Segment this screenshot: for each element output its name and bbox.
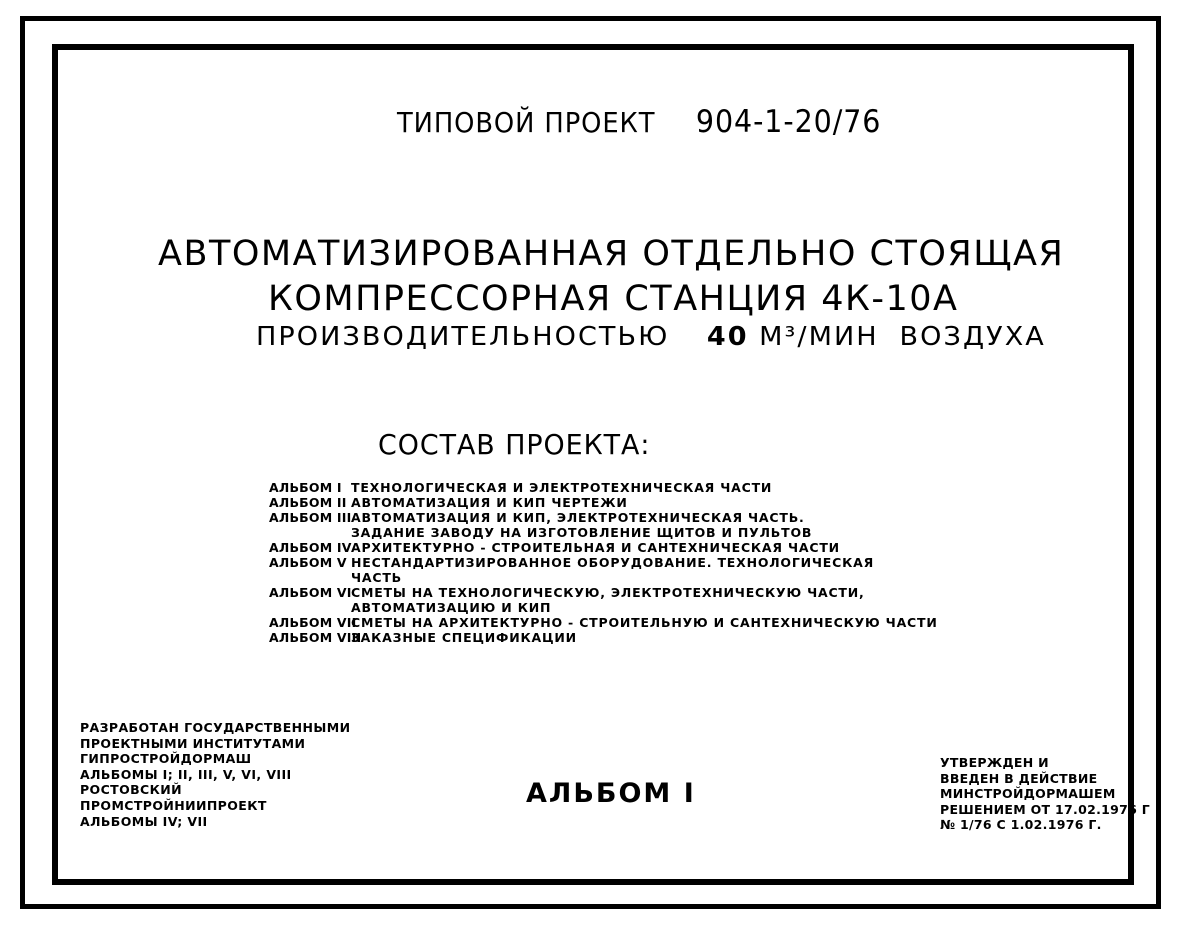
album-row — [269, 540, 938, 555]
album-row — [269, 495, 938, 510]
project-number: 904-1-20/76 — [695, 104, 882, 140]
developer-line: ГИПРОСТРОЙДОРМАШ — [80, 751, 252, 767]
approval-line: МИНСТРОЙДОРМАШЕМ — [940, 786, 1116, 802]
album-text: ЗАДАНИЕ ЗАВОДУ НА ИЗГОТОВЛЕНИЕ ЩИТОВ И ПУЛЬТОВ — [351, 525, 813, 540]
album-label: АЛЬБОМ VIII — [269, 630, 362, 645]
approval-line: № 1/76 С 1.02.1976 Г. — [940, 817, 1102, 833]
capacity-value: 40 — [706, 322, 749, 352]
album-text: НЕСТАНДАРТИЗИРОВАННОЕ ОБОРУДОВАНИЕ. ТЕХНОЛОГИЧЕСКАЯ — [351, 555, 875, 570]
title-line-1: АВТОМАТИЗИРОВАННАЯ ОТДЕЛЬНО СТОЯЩАЯ — [158, 234, 1065, 274]
album-text: ЧАСТЬ — [351, 570, 403, 585]
approval-line: ВВЕДЕН В ДЕЙСТВИЕ — [940, 770, 1098, 786]
album-number: АЛЬБОМ I — [526, 778, 696, 809]
developer-line: РАЗРАБОТАН ГОСУДАРСТВЕННЫМИ — [80, 720, 351, 735]
composition-heading: СОСТАВ ПРОЕКТА: — [378, 428, 651, 461]
album-row — [269, 600, 938, 615]
capacity-line — [256, 322, 1046, 352]
project-header — [397, 104, 881, 140]
album-text: АВТОМАТИЗАЦИЯ И КИП ЧЕРТЕЖИ — [351, 495, 628, 510]
album-text: ЗАКАЗНЫЕ СПЕЦИФИКАЦИИ — [351, 630, 577, 645]
album-label: АЛЬБОМ IV — [269, 540, 352, 555]
album-label — [269, 570, 351, 585]
title-line-2: КОМПРЕССОРНАЯ СТАНЦИЯ 4К-10А — [268, 279, 959, 319]
developer-line: РОСТОВСКИЙ — [80, 782, 182, 798]
album-label: АЛЬБОМ VII — [269, 615, 357, 630]
album-text: АВТОМАТИЗАЦИЮ И КИП — [351, 600, 552, 615]
album-row — [269, 615, 938, 630]
album-label: АЛЬБОМ I — [269, 480, 342, 495]
developer-line: АЛЬБОМЫ IV; VII — [80, 813, 208, 829]
album-row — [269, 555, 938, 570]
developer-block — [80, 720, 350, 829]
capacity-suffix: ВОЗДУХА — [899, 322, 1046, 352]
album-row — [269, 525, 938, 540]
album-row — [269, 585, 938, 600]
album-row — [269, 480, 938, 495]
album-label: АЛЬБОМ V — [269, 555, 347, 570]
developer-line: АЛЬБОМЫ I; II, III, V, VI, VIII — [80, 766, 292, 782]
album-row — [269, 630, 938, 645]
album-list — [269, 480, 938, 645]
album-text: АВТОМАТИЗАЦИЯ И КИП, ЭЛЕКТРОТЕХНИЧЕСКАЯ ЧАСТЬ. — [351, 510, 805, 525]
capacity-prefix: ПРОИЗВОДИТЕЛЬНОСТЬЮ — [256, 322, 670, 352]
approval-block — [940, 755, 1150, 833]
project-header-label: ТИПОВОЙ ПРОЕКТ — [397, 106, 656, 139]
album-text: СМЕТЫ НА АРХИТЕКТУРНО - СТРОИТЕЛЬНУЮ И САНТЕХНИЧЕСКУЮ ЧАСТИ — [351, 615, 938, 630]
approval-line: РЕШЕНИЕМ ОТ 17.02.1976 Г — [940, 801, 1151, 817]
developer-line: ПРОМСТРОЙНИИПРОЕКТ — [80, 797, 267, 813]
approval-line: УТВЕРЖДЕН И — [940, 755, 1049, 770]
album-text: СМЕТЫ НА ТЕХНОЛОГИЧЕСКУЮ, ЭЛЕКТРОТЕХНИЧЕСКУЮ ЧАСТИ, — [351, 585, 865, 600]
album-label: АЛЬБОМ VI — [269, 585, 352, 600]
album-label — [269, 600, 351, 615]
capacity-unit: М³/МИН — [759, 322, 879, 352]
album-text: АРХИТЕКТУРНО - СТРОИТЕЛЬНАЯ И САНТЕХНИЧЕСКАЯ ЧАСТИ — [351, 540, 840, 555]
album-label: АЛЬБОМ II — [269, 495, 347, 510]
album-label — [269, 525, 351, 540]
album-label: АЛЬБОМ III — [269, 510, 352, 525]
album-row — [269, 510, 938, 525]
album-text: ТЕХНОЛОГИЧЕСКАЯ И ЭЛЕКТРОТЕХНИЧЕСКАЯ ЧАСТИ — [351, 480, 773, 495]
developer-line: ПРОЕКТНЫМИ ИНСТИТУТАМИ — [80, 735, 306, 751]
album-row — [269, 570, 938, 585]
